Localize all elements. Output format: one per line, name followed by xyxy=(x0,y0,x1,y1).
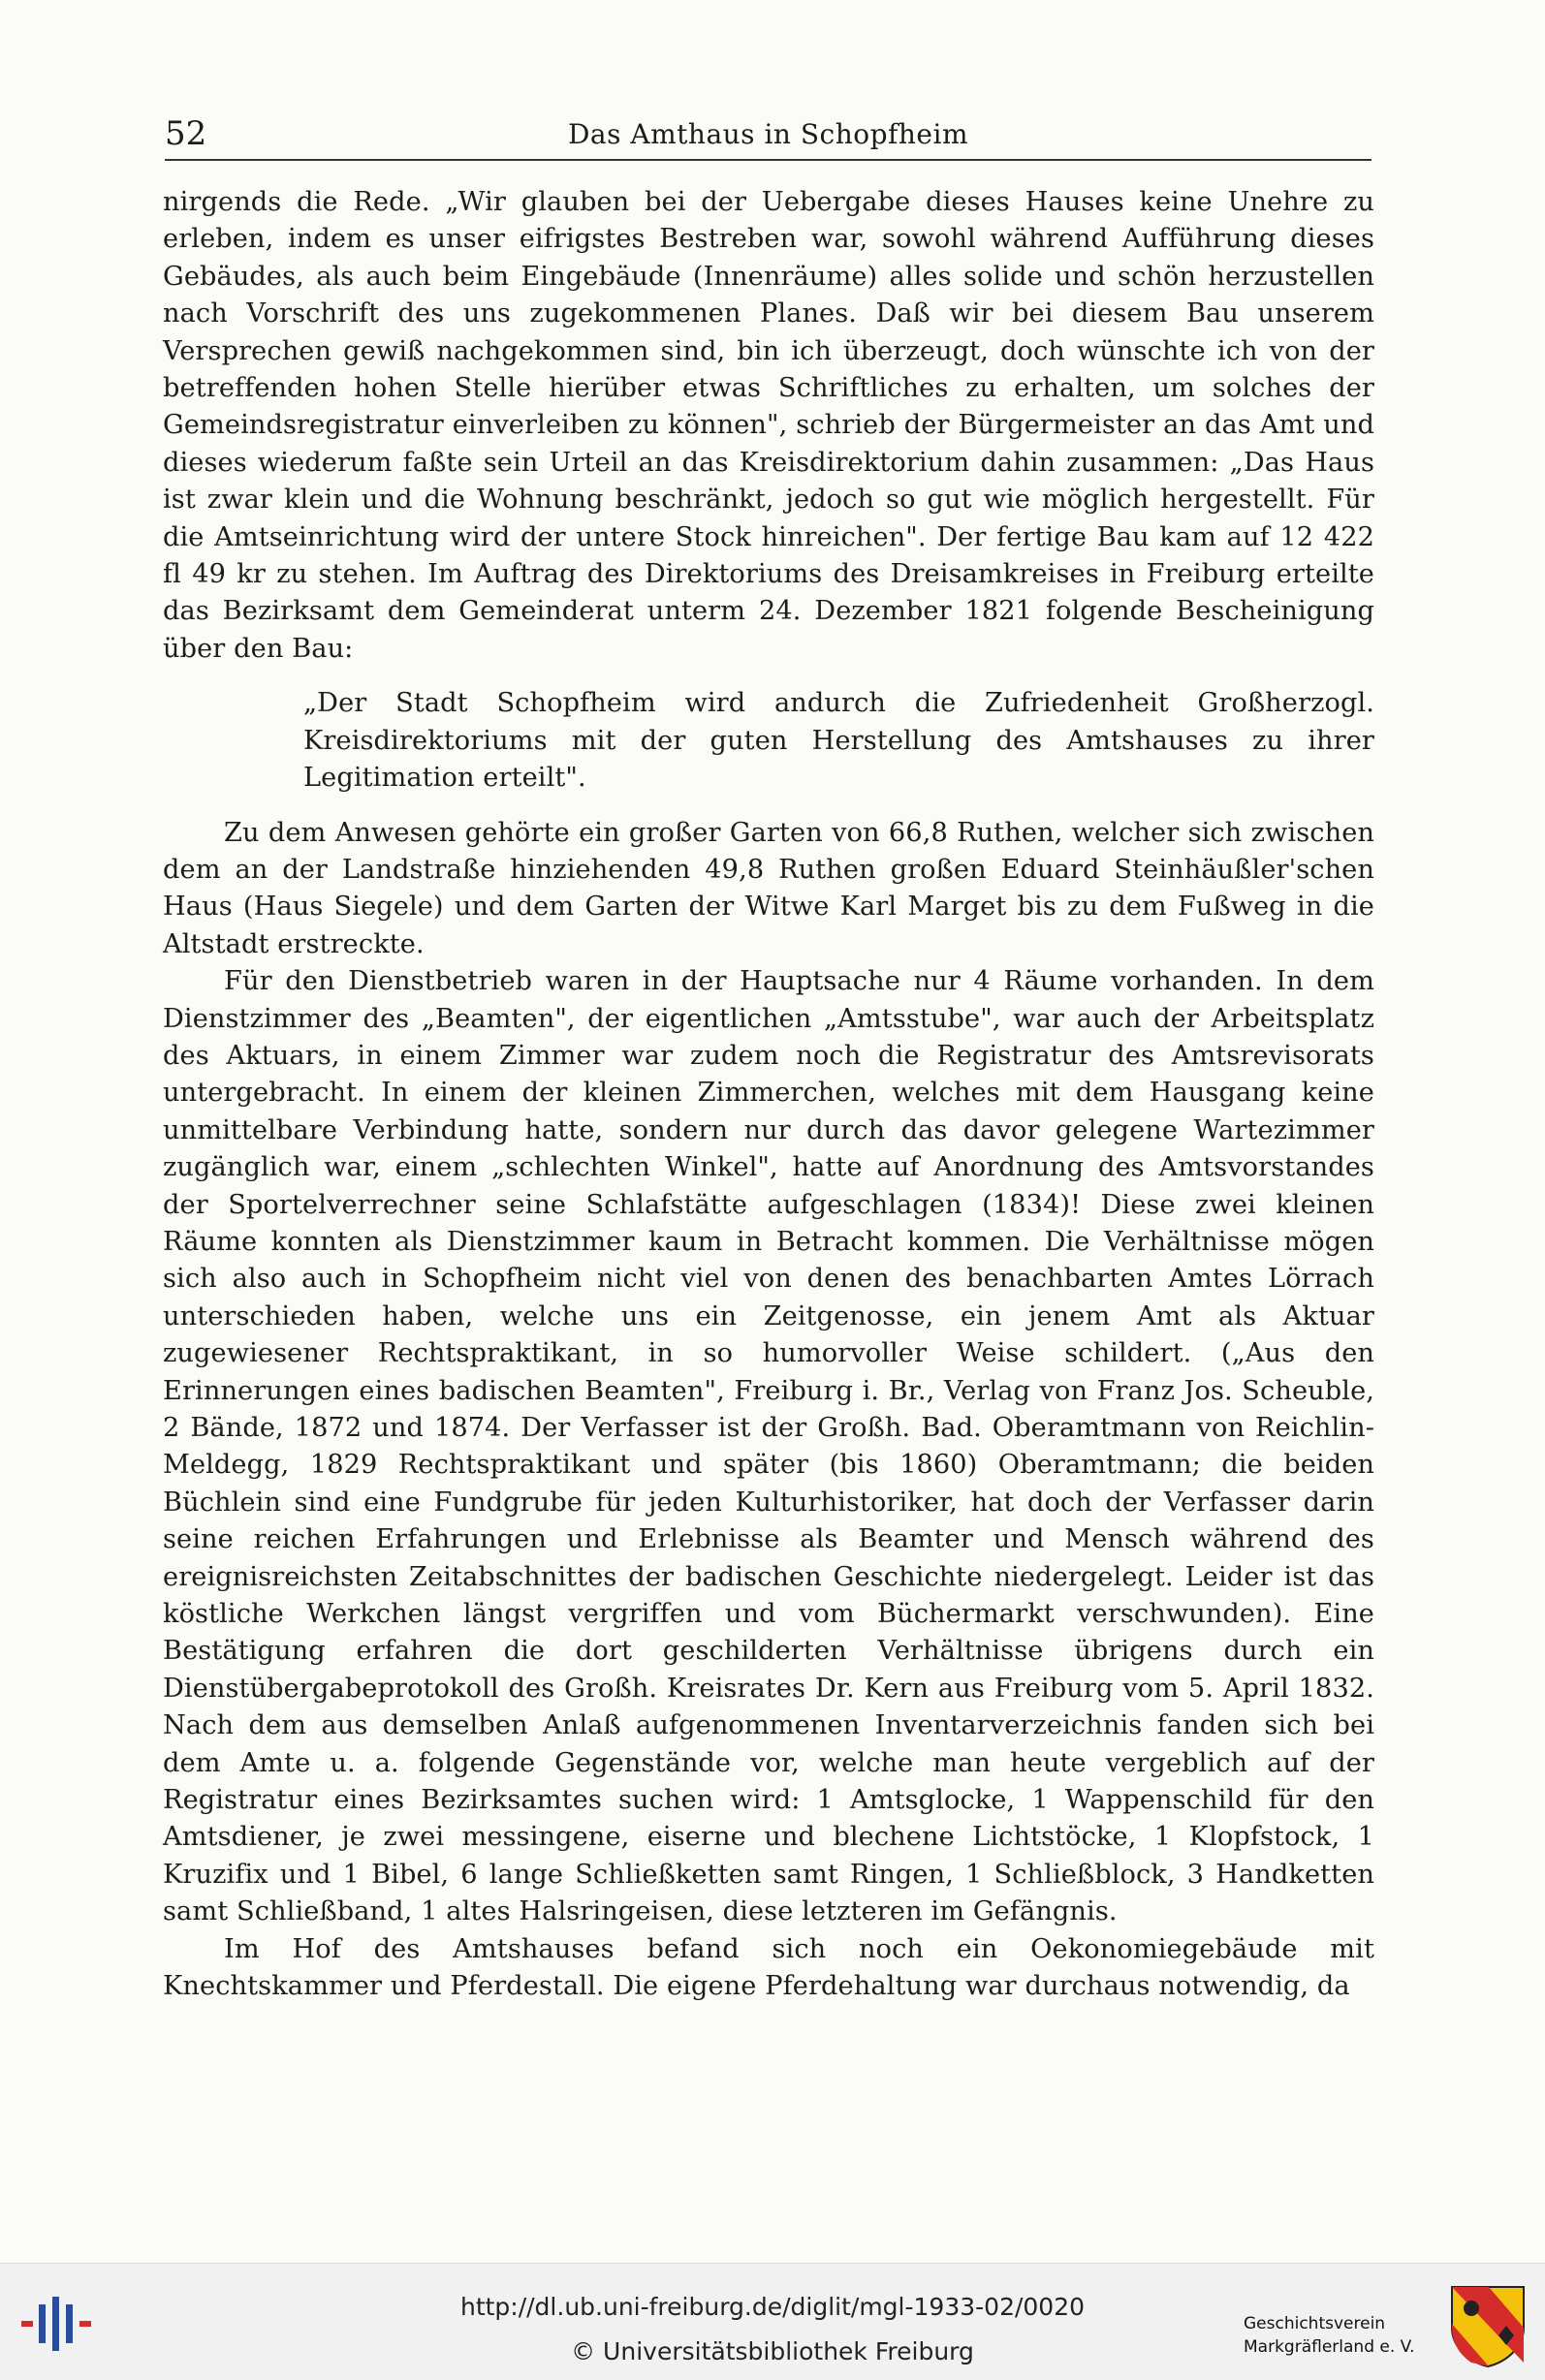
block-quote: „Der Stadt Schopfheim wird andurch die Zufriedenheit Großherzogl. Kreisdirektoriums mit der guten Herstellung des Amtshauses zu ihrer Legitimation erteilt". xyxy=(303,688,1374,794)
paragraph: nirgends die Rede. „Wir glauben bei der Uebergabe dieses Hauses keine Unehre zu erleben, indem es unser eifrigstes Bestreben war, sowohl während Aufführung dieses Gebäudes, als auch beim Eingebäude (Innenräume) alles solide und schön herzustellen nach Vorschrift des uns zugekommenen Planes. Daß wir bei diesem Bau unserem Versprechen gewiß nachgekommen sind, bin ich überzeugt, doch wünschte ich von der betreffenden hohen Stelle hierüber etwas Schriftliches zu erhalten, um solches der Gemeindsregistratur einverleiben zu können", schrieb der Bürgermeister an das Amt und dieses wiederum faßte sein Urteil an das Kreisdirektorium dahin zusammen: „Das Haus ist zwar klein und die Wohnung beschränkt, jedoch so gut wie möglich hergestellt. Für die Amtseinrichtung wird der untere Stock hinreichen". Der fertige Bau kam auf 12 422 fl 49 kr zu stehen. Im Auftrag des Direktoriums des Dreisamkreises in Freiburg erteilte das Bezirksamt dem Gemeinderat unterm 24. Dezember 1821 folgende Bescheinigung über den Bau: xyxy=(163,187,1374,664)
paragraph: Für den Dienstbetrieb waren in der Hauptsache nur 4 Räume vorhanden. In dem Dienstzimmer des „Beamten", der eigentlichen „Amtsstube", war auch der Arbeitsplatz des Aktuars, in einem Zimmer war zudem noch die Registratur des Amtsrevisorats untergebracht. In einem der kleinen Zimmerchen, welches mit dem Hausgang keine unmittelbare Verbindung hatte, sondern nur durch das davor gelegene Wartezimmer zugänglich war, einem „schlechten Winkel", hatte auf Anordnung des Amtsvorstandes der Sportelverrechner seine Schlafstätte aufgeschlagen (1834)! Diese zwei kleinen Räume konnten als Dienstzimmer kaum in Betracht kommen. Die Verhältnisse mögen sich also auch in Schopfheim nicht viel von denen des benachbarten Amtes Lörrach unterschieden haben, welche uns ein Zeitgenosse, ein jenem Amt als Aktuar zugewiesener Rechtspraktikant, in so humorvoller Weise schildert. („Aus den Erinnerungen eines badischen Beamten", Freiburg i. Br., Verlag von Franz Jos. Scheuble, 2 Bände, 1872 und 1874. Der Verfasser ist der Großh. Bad. Oberamtmann von Reichlin-Meldegg, 1829 Rechtspraktikant und später (bis 1860) Oberamtmann; die beiden Büchlein sind eine Fundgrube für jeden Kulturhistoriker, hat doch der Verfasser darin seine reichen Erfahrungen und Erlebnisse als Beamter und Mensch während des ereignisreichsten Zeitabschnittes der badischen Geschichte niedergelegt. Leider ist das köstliche Werkchen längst vergriffen und vom Büchermarkt verschwunden). Eine Bestätigung erfahren die dort geschilderten Verhältnisse übrigens durch ein Dienstübergabeprotokoll des Großh. Kreisrates Dr. Kern aus Freiburg vom 5. April 1832. Nach dem aus demselben Anlaß aufgenommenen Inventarverzeichnis fanden sich bei dem Amte u. a. folgende Gegenstände vor, welche man heute vergeblich auf der Registratur eines Bezirksamtes suchen wird: 1 Amtsglocke, 1 Wappenschild für den Amtsdiener, je zwei messingene, eiserne und blechene Lichtstöcke, 1 Klopfstock, 1 Kruzifix und 1 Bibel, 6 lange Schließketten samt Ringen, 1 Schließblock, 3 Handketten samt Schließband, 1 altes Halsringeisen, diese letzteren im Gefängnis. xyxy=(163,966,1374,1927)
society-name-line1: Geschichtsverein xyxy=(1244,2314,1386,2333)
page-number: 52 xyxy=(165,114,207,153)
footer-url-link[interactable]: http://dl.ub.uni-freiburg.de/diglit/mgl-1933-02/0020 xyxy=(459,2293,1086,2321)
footer-copyright: © Universitätsbibliothek Freiburg xyxy=(571,2337,974,2365)
society-name xyxy=(1244,2312,1437,2359)
paragraph: Zu dem Anwesen gehörte ein großer Garten von 66,8 Ruthen, welcher sich zwischen dem an der Landstraße hinziehenden 49,8 Ruthen großen Eduard Steinhäußler'schen Haus (Haus Siegele) und dem Garten der Witwe Karl Marget bis zu dem Fußweg in die Altstadt erstreckte. xyxy=(163,817,1374,959)
footer-bar xyxy=(0,2263,1545,2380)
running-title: Das Amthaus in Schopfheim xyxy=(567,118,968,150)
body-text xyxy=(163,184,1374,2006)
page-header xyxy=(165,109,1372,161)
society-name-line2: Markgräflerland e. V. xyxy=(1244,2337,1415,2357)
paragraph: Im Hof des Amtshauses befand sich noch ein Oekonomiegebäude mit Knechtskammer und Pferdestall. Die eigene Pferdehaltung war durchaus notwendig, da xyxy=(163,1933,1374,2002)
coat-of-arms-icon xyxy=(1450,2285,1526,2368)
